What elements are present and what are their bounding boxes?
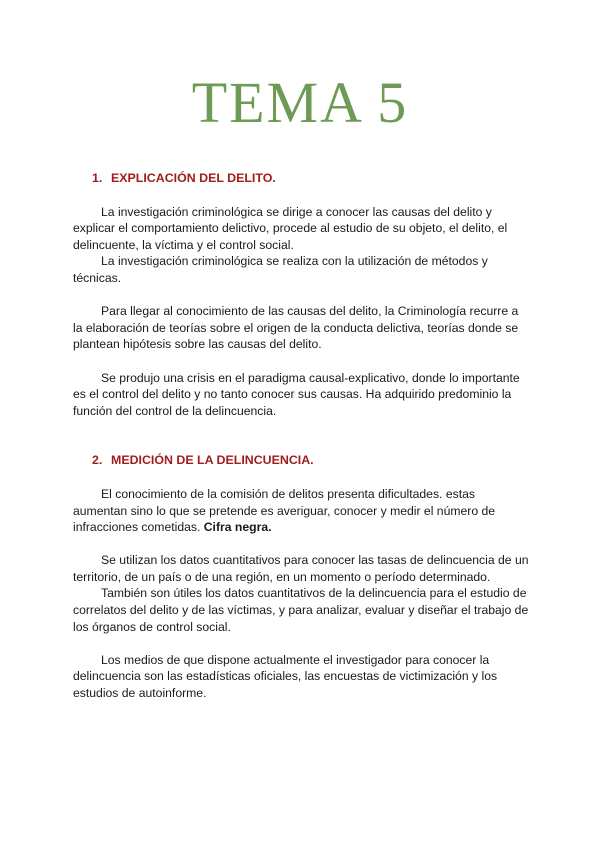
section-heading-explicacion bbox=[92, 170, 531, 187]
document-body bbox=[73, 170, 531, 702]
paragraph bbox=[73, 486, 531, 536]
paragraph: La investigación criminológica se realiza con la utilización de métodos y técnicas. bbox=[73, 254, 488, 285]
paragraph: Los medios de que dispone actualmente el investigador para conocer la delincuencia son las estadísticas oficiales, las encuestas de victimización y los estudios de autoinforme. bbox=[73, 652, 498, 701]
section-number: 2. bbox=[92, 453, 103, 468]
section-heading-medicion bbox=[92, 452, 531, 469]
section-number: 1. bbox=[92, 171, 103, 185]
paragraph: Para llegar al conocimiento de las causas del delito, la Criminología recurre a la elaboración de teorías sobre el origen de la conducta delictiva, teorías donde se plantean hipótesis sobre las causas del delito. bbox=[73, 304, 519, 352]
section-title: MEDICIÓN DE LA DELINCUENCIA. bbox=[111, 453, 314, 468]
section-title: EXPLICACIÓN DEL DELITO. bbox=[111, 171, 276, 185]
paragraph-text: El conocimiento de la comisión de delitos presenta dificultades. estas aumentan sino lo que se pretende es averiguar, conocer y medir el número de infracciones cometidas. bbox=[73, 486, 496, 535]
paragraph: Se produjo una crisis en el paradigma causal-explicativo, donde lo importante es el control del delito y no tanto conocer sus causas. Ha adquirido predominio la función del control de la delincuencia. bbox=[73, 370, 520, 418]
emphasis-cifra-negra: Cifra negra. bbox=[203, 520, 272, 535]
paragraph: También son útiles los datos cuantitativos de la delincuencia para el estudio de correlatos del delito y de las víctimas, y para analizar, evaluar y diseñar el trabajo de los órganos de control social. bbox=[73, 586, 529, 634]
paragraph: La investigación criminológica se dirige a conocer las causas del delito y explicar el comportamiento delictivo, procede al estudio de su objeto, el delito, el delincuente, la víctima y el control social. bbox=[73, 204, 508, 252]
paragraph: Se utilizan los datos cuantitativos para conocer las tasas de delincuencia de un territorio, de un país o de una región, en un momento o período determinado. bbox=[73, 553, 529, 584]
page-title: TEMA 5 bbox=[191, 70, 409, 135]
